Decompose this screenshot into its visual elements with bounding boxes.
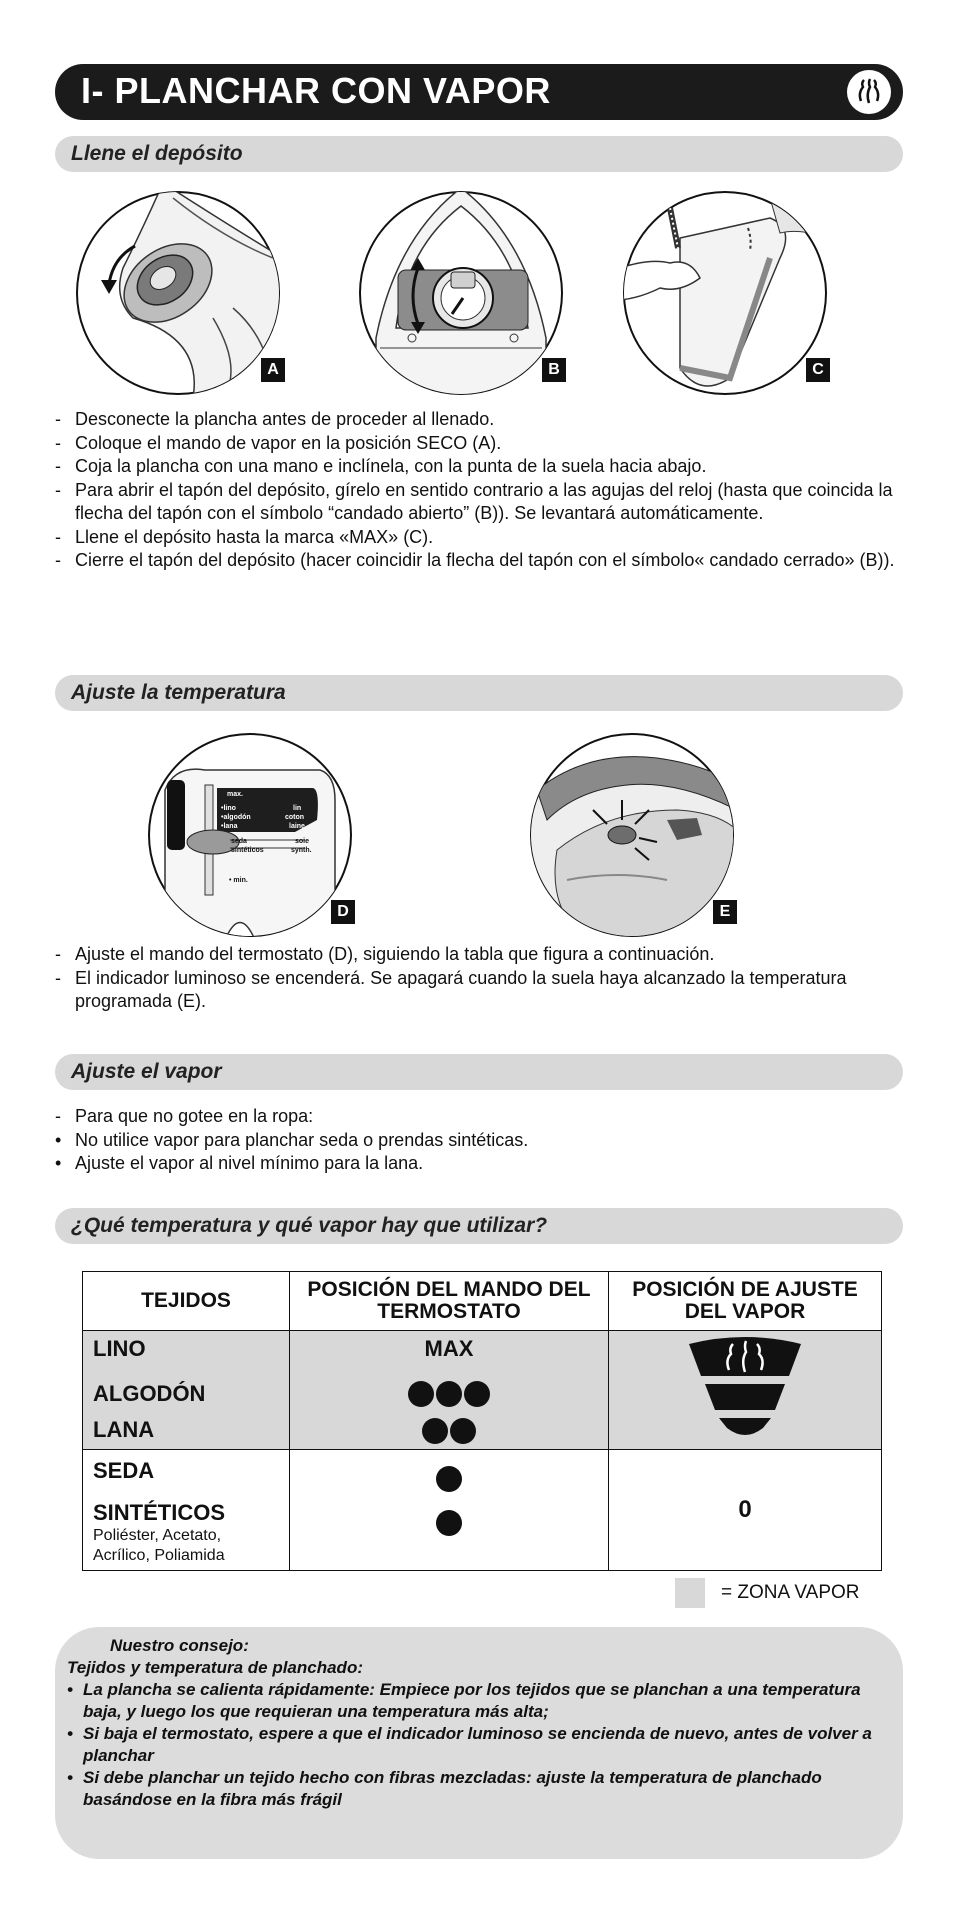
- figure-d: [145, 730, 355, 940]
- fabric-lino: LINO: [93, 1336, 146, 1361]
- header-fabrics: TEJIDOS: [83, 1272, 290, 1331]
- figure-e: [527, 730, 737, 940]
- thermostat-dots-2: [290, 1413, 608, 1449]
- title-bar: [55, 64, 903, 120]
- section-fill: [55, 136, 903, 172]
- dial-label: •lana: [221, 823, 238, 830]
- temp-instructions: [55, 943, 915, 1014]
- dial-label: laine: [289, 823, 305, 830]
- steam-item: • No utilice vapor para planchar seda o prendas sintéticas.: [55, 1129, 529, 1150]
- tip-box: [55, 1627, 903, 1859]
- steam-off-cell: 0: [609, 1450, 882, 1571]
- figure-c-label: C: [806, 358, 830, 382]
- header-steam: POSICIÓN DE AJUSTE DEL VAPOR: [609, 1272, 882, 1331]
- thermostat-dot: [436, 1381, 462, 1407]
- steam-triangle-icon: [685, 1336, 805, 1440]
- dial-label: •lino: [221, 805, 236, 812]
- fabric-sinteticos-note: Poliéster, Acetato, Acrílico, Poliamida: [93, 1527, 225, 1564]
- steam-cell: [609, 1331, 882, 1450]
- dial-label: seda: [231, 838, 247, 845]
- thermostat-dots-3: [290, 1375, 608, 1413]
- fabric-algodon: ALGODÓN: [93, 1381, 206, 1406]
- thermostat-max: MAX: [424, 1336, 474, 1361]
- steam-instructions: [55, 1105, 915, 1176]
- thermostat-dot: [408, 1381, 434, 1407]
- figure-b-label: B: [542, 358, 566, 382]
- thermostat-cell-steam: [290, 1331, 609, 1450]
- header-thermostat: POSICIÓN DEL MANDO DEL TERMOSTATO: [290, 1272, 609, 1331]
- table-header-row: [83, 1272, 882, 1331]
- thermostat-dot: [450, 1418, 476, 1444]
- dial-label: coton: [285, 814, 305, 821]
- dial-label: • min.: [229, 877, 248, 884]
- tip-subtitle: Tejidos y temperatura de planchado:: [67, 1658, 363, 1677]
- fabric-lana: LANA: [93, 1417, 155, 1442]
- section-which-title: ¿Qué temperatura y qué vapor hay que utilizar?: [71, 1214, 548, 1237]
- table-row-steam: [83, 1331, 882, 1450]
- instruction-item: - El indicador luminoso se encenderá. Se apagará cuando la suela haya alcanzado la temperatura programada (E).: [55, 967, 847, 1011]
- figure-b: [356, 188, 566, 398]
- thermostat-dot: [464, 1381, 490, 1407]
- dial-label: max.: [227, 791, 243, 798]
- figure-a: [73, 188, 283, 398]
- table-row-dry: [83, 1450, 882, 1571]
- figure-a-label: A: [261, 358, 285, 382]
- tip-item: • La plancha se calienta rápidamente: Empiece por los tejidos que se planchan a una temperatura baja, y luego los que requieran una temperatura más alta;: [67, 1680, 861, 1721]
- dial-label: lin: [293, 805, 302, 812]
- instruction-item: - Para abrir el tapón del depósito, gírelo en sentido contrario a las agujas del reloj (hasta que coincida la flecha del tapón con el símbolo “candado abierto” (B)). Se levantará automáticamente.: [55, 479, 893, 523]
- instruction-item: - Coja la plancha con una mano e inclínela, con la punta de la suela hacia abajo.: [55, 456, 707, 476]
- section-fill-title: Llene el depósito: [71, 142, 243, 165]
- tip-item: • Si baja el termostato, espere a que el indicador luminoso se encienda de nuevo, antes de volver a planchar: [67, 1724, 872, 1765]
- section-which: [55, 1208, 903, 1244]
- figure-d-label: D: [331, 900, 355, 924]
- thermostat-dot: [422, 1418, 448, 1444]
- instruction-item: - Llene el depósito hasta la marca «MAX» (C).: [55, 526, 434, 547]
- dial-label: synth.: [291, 847, 312, 854]
- thermostat-dots-1: [290, 1466, 608, 1510]
- thermostat-dot: [436, 1510, 462, 1536]
- legend-swatch: [675, 1578, 705, 1608]
- fabric-seda: SEDA: [93, 1458, 155, 1483]
- figure-e-label: E: [713, 900, 737, 924]
- instruction-item: - Desconecte la plancha antes de proceder al llenado.: [55, 409, 495, 429]
- figure-c: [620, 188, 830, 398]
- thermostat-cell-dry: [290, 1450, 609, 1571]
- section-steam: [55, 1054, 903, 1090]
- fabric-cell-steam: [83, 1331, 290, 1450]
- dial-label: sintéticos: [231, 847, 264, 854]
- page-title: I- PLANCHAR CON VAPOR: [81, 70, 551, 111]
- fill-instructions: [55, 408, 915, 573]
- section-temp-title: Ajuste la temperatura: [71, 681, 286, 704]
- fabric-sinteticos: SINTÉTICOS: [93, 1500, 226, 1525]
- dial-label: •algodón: [221, 814, 251, 821]
- section-steam-title: Ajuste el vapor: [71, 1060, 222, 1083]
- instruction-item: - Cierre el tapón del depósito (hacer coincidir la flecha del tapón con el símbolo« candado cerrado» (B)).: [55, 550, 895, 570]
- steam-intro: - Para que no gotee en la ropa:: [55, 1106, 314, 1126]
- temperature-table: [82, 1271, 882, 1571]
- tip-title: Nuestro consejo:: [110, 1636, 249, 1655]
- steam-item: • Ajuste el vapor al nivel mínimo para la lana.: [55, 1153, 424, 1173]
- instruction-item: - Coloque el mando de vapor en la posición SECO (A).: [55, 432, 502, 453]
- steam-icon: [847, 70, 891, 114]
- section-temp: [55, 675, 903, 711]
- instruction-item: - Ajuste el mando del termostato (D), siguiendo la tabla que figura a continuación.: [55, 944, 715, 964]
- fabric-cell-dry: [83, 1450, 290, 1571]
- dial-label: soie: [295, 838, 310, 845]
- thermostat-dots-1: [290, 1510, 608, 1541]
- tip-item: • Si debe planchar un tejido hecho con fibras mezcladas: ajuste la temperatura de planchado basándose en la fibra más frágil: [67, 1768, 822, 1809]
- legend-text: = ZONA VAPOR: [721, 1582, 860, 1603]
- thermostat-dot: [436, 1466, 462, 1492]
